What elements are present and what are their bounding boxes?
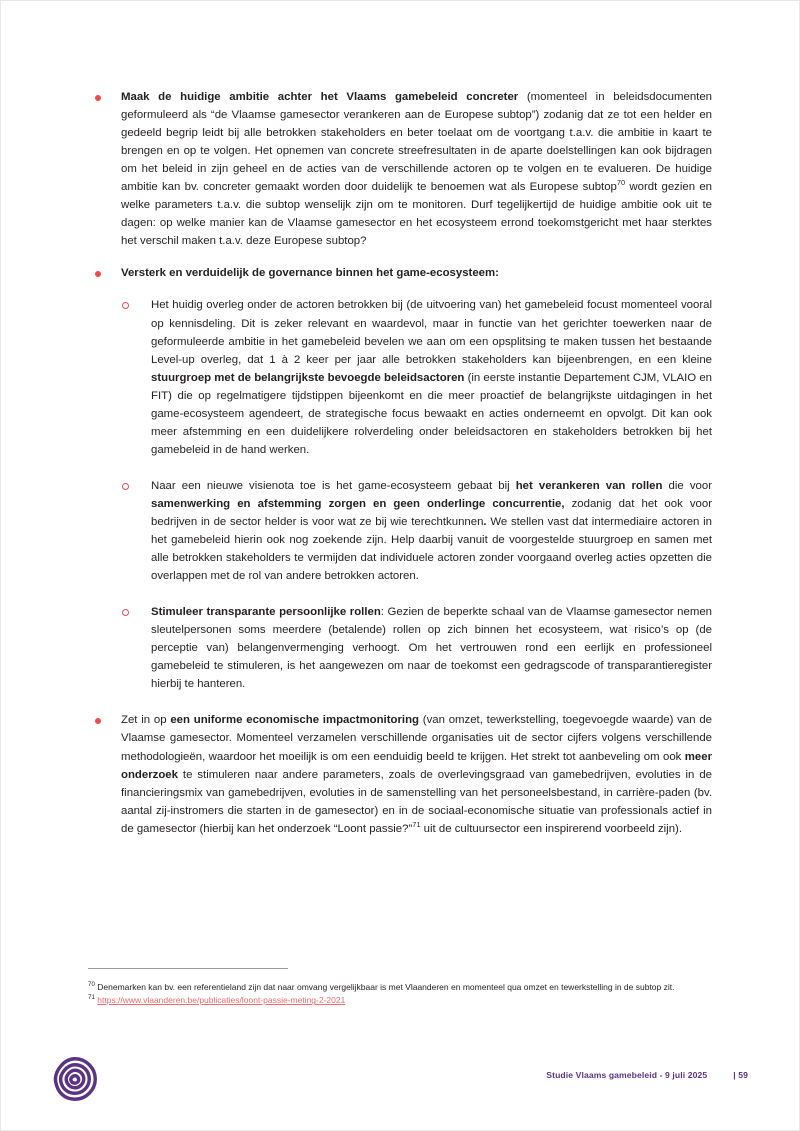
paragraph-impactmonitoring (121, 711, 712, 837)
recommendations-list (88, 88, 712, 838)
text-impact-part4: uit de cultuursector een inspirerend voorbeeld zijn). (420, 822, 682, 835)
lead-bold-governance: Versterk en verduidelijk de governance binnen het game-ecosysteem: (121, 267, 499, 280)
text-impact-part1: Zet in op (121, 714, 171, 727)
text-visienota-part2: die voor (662, 479, 712, 492)
spiral-blob-logo (52, 1056, 98, 1102)
paragraph-rollen (151, 603, 712, 693)
list-item-governance (88, 264, 712, 693)
bold-stuurgroep: stuurgroep met de belangrijkste bevoegde beleidsactoren (151, 371, 465, 384)
text-impact-part2: (van omzet, tewerkstelling, toegevoegde waarde) van de Vlaamse gamesector. Momenteel verzamelen verschillende organisaties uit de sector cijfers volgens verschillende methodologieën, waardoor het moeilijk is om een eenduidig beeld te krijgen. Het strekt tot aanbeveling om ook (121, 714, 712, 763)
footnote-71-link[interactable]: https://www.vlaanderen.be/publicaties/loont-passie-meting-2-2021 (97, 995, 346, 1006)
lead-bold-ambitie: Maak de huidige ambitie achter het Vlaams gamebeleid concreter (121, 91, 519, 103)
text-visienota-part3: zodanig dat het ook voor bedrijven in de sector helder is voor wat ze bij wie terechtkunnen (151, 497, 713, 528)
bold-impactmonitoring: een uniforme economische impactmonitoring (170, 714, 419, 727)
list-item-impactmonitoring (88, 711, 712, 837)
text-visienota-part1: Naar een nieuwe visienota toe is het game-ecosysteem gebaat bij (151, 479, 516, 492)
list-item-ambitie (88, 88, 712, 250)
text-impact-part3: te stimuleren naar andere parameters, zoals de overlevingsgraad van gamebedrijven, evoluties in de financieringsmix van gamebedrijven, evoluties in de samenstelling van het personeelsbestand, in carrière-paden (bv. aantal zij-instromers die starten in de gamesector) en in de sociaal-economische situatie van professionals actief in de gamesector (hierbij kan het onderzoek “Loont passie?” (121, 768, 712, 835)
footnote-separator (88, 968, 288, 969)
footnote-ref-70[interactable]: 70 (616, 178, 626, 188)
footnote-ref-71[interactable]: 71 (412, 819, 421, 829)
footnote-marker-71: 71 (88, 994, 95, 1002)
text-overleg-part1: Het huidig overleg onder de actoren betrokken bij (de uitvoering van) het gamebeleid focust momenteel vooral op kennisdeling. Dit is zeker relevant en waardevol, maar in functie van het gerichter toewerken naar de geformuleerde ambitie in het gamebeleid bevelen we aan om een opsplitsing te maken tussen het bestaande Level-up overleg, dat 1 à 2 keer per jaar alle betrokken stakeholders kan bijeenbrengen, en een kleine (151, 299, 712, 366)
list-item-visienota (121, 477, 712, 585)
bold-verankeren-rollen: het verankeren van rollen (515, 479, 663, 492)
footnote-70-text: Denemarken kan bv. een referentieland zijn dat naar omvang vergelijkbaar is met Vlaanderen en momenteel qua omzet en tewerkstelling in de subtop zit. (97, 982, 675, 992)
paragraph-ambitie (121, 88, 712, 250)
footer-title: Studie Vlaams gamebeleid - 9 juli 2025 (546, 1070, 708, 1080)
governance-sub-list (121, 296, 712, 693)
footnotes-section (88, 968, 712, 1007)
paragraph-visienota (151, 477, 712, 585)
bold-period: . (483, 515, 487, 528)
footer-meta (546, 1070, 748, 1080)
footer-page-number: | 59 (733, 1070, 748, 1080)
footnote-marker-70: 70 (88, 981, 95, 989)
text-rollen-part1: : Gezien de beperkte schaal van de Vlaamse gamesector nemen sleutelpersonen soms meerdere (betalende) rollen op zich binnen het ecosysteem, wat risico’s op (de perceptie van) belangenvermenging verhoogt. Om het vertrouwen rond een eerlijk en professioneel gamebeleid te stimuleren, is het aangewezen om naar de toekomst een gedragscode of transparantieregister hierbij te hanteren. (151, 606, 712, 691)
bold-stimuleer-rollen: Stimuleer transparante persoonlijke rollen (151, 606, 381, 619)
paragraph-governance-heading (121, 264, 712, 282)
list-item-overleg (121, 296, 712, 458)
list-item-rollen (121, 603, 712, 693)
text-overleg-part2: (in eerste instantie Departement CJM, VLAIO en FIT) die op regelmatigere tijdstippen bijeenkomt en die meer proactief de belangrijkste uitdagingen in het game-ecosysteem agendeert, de strategische focus bewaakt en acties onderneemt en opvolgt. Dit kan ook meer afstemming en een duidelijkere rolverdeling onder beleidsactoren en stakeholders betrokken bij het gamebeleid in de hand werken. (151, 371, 713, 456)
text-ambitie-part1: (momenteel in beleidsdocumenten geformuleerd als “de Vlaamse gamesector verankeren aan de Europese subtop”) zodanig dat ze tot een helder en gedeeld begrip leidt bij alle betrokken stakeholders en beter toelaat om de voortgang t.a.v. die ambitie in kaart te brengen en op te volgen. Het opnemen van concrete streefresultaten in de aparte doelstellingen kan ook bijdragen om het beleid in zijn geheel en de acties van de verschillende actoren op te volgen en te evalueren. De huidige ambitie kan bv. concreter gemaakt worden door duidelijk te benoemen wat als Europese subtop (121, 91, 712, 194)
footnote-70 (88, 981, 712, 994)
bold-samenwerking: samenwerking en afstemming zorgen en geen onderlinge concurrentie, (151, 497, 565, 510)
text-visienota-part4: We stellen vast dat intermediaire actoren in het gamebeleid hierin ook nog zoekende zijn. Help daarbij vanuit de voorgestelde stuurgroep en samen met alle betrokken stakeholders te vermijden dat individuele actoren zonder voorgaand overleg acties opzetten die overlappen met de rol van andere betrokken actoren. (151, 515, 712, 583)
page-footer (0, 1058, 800, 1118)
paragraph-overleg (151, 296, 712, 458)
page-content (88, 88, 712, 852)
text-ambitie-part2: wordt gezien en welke parameters t.a.v. die subtop wenselijk zijn om te monitoren. Durf tegelijkertijd de huidige ambitie ook uit te dagen: op welke manier kan de Vlaamse gamesector en het ecosysteem errond toekomstgericht met haar sterktes het verschil maken t.a.v. deze Europese subtop? (121, 181, 712, 248)
footnote-71 (88, 994, 712, 1007)
bold-meer-onderzoek: meer onderzoek (121, 750, 712, 781)
